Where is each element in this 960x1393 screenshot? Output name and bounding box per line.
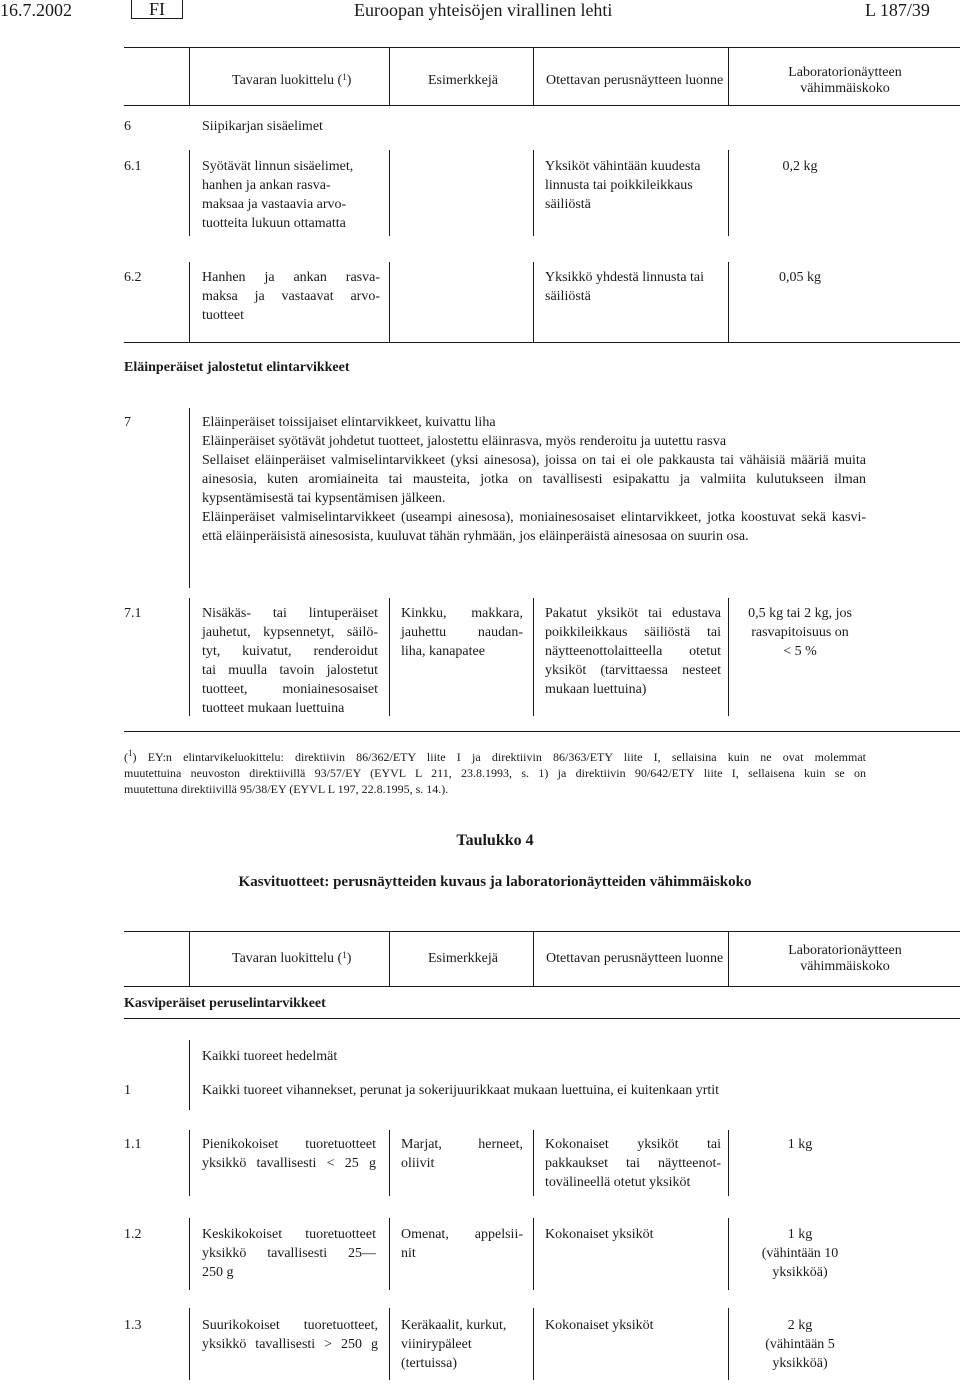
col-divider xyxy=(533,262,534,342)
col-divider xyxy=(728,1130,729,1196)
row-examples: Omenat, appelsii- nit xyxy=(401,1227,523,1261)
row-min-size: 0,5 kg tai 2 kg, jos rasvapitoisuus on < 5 % xyxy=(748,606,852,659)
col-divider xyxy=(728,47,729,106)
col-divider xyxy=(533,150,534,236)
row-examples: Marjat, herneet, oliivit xyxy=(401,1137,523,1171)
col-divider xyxy=(189,598,190,716)
col-divider xyxy=(189,47,190,106)
row-number: 6.1 xyxy=(124,159,142,174)
row-min-size: 0,05 kg xyxy=(779,270,821,285)
language-box: FI xyxy=(131,0,183,19)
row-description: Pienikokoiset tuoretuotteet yksikkö tavallisesti < 25 g xyxy=(202,1137,376,1171)
col-divider xyxy=(189,1218,190,1290)
col-header-classification: Tavaran luokittelu ($^1$) xyxy=(232,950,352,966)
table-top-rule xyxy=(124,931,960,932)
col-divider xyxy=(389,1130,390,1196)
col-divider xyxy=(189,931,190,987)
row-sample: Yksikkö yhdestä linnusta tai säiliöstä xyxy=(545,270,705,304)
row-description: Hanhen ja ankan rasva- maksa ja vastaavat arvo- tuotteet xyxy=(202,270,380,323)
row-number: 1 xyxy=(124,1083,131,1098)
header-bottom-rule xyxy=(124,986,960,987)
col-divider xyxy=(533,47,534,106)
row-description: Syötävät linnun sisäelimet, hanhen ja ankan rasva- maksaa ja vastaavia arvo- tuotteita lukuun ottamatta xyxy=(202,159,354,231)
col-divider xyxy=(533,1308,534,1380)
row-number: 1.2 xyxy=(124,1227,142,1242)
section-rule xyxy=(124,342,960,343)
col-header-sample-nature: Otettavan perusnäytteen luonne xyxy=(546,73,724,88)
row-min-size: 0,2 kg xyxy=(782,159,818,174)
col-divider xyxy=(728,598,729,716)
col-divider xyxy=(728,262,729,342)
row-description: Nisäkäs- tai lintuperäiset jauhetut, kypsennetyt, säilö- tyt, kuivatut, renderoidut tai muulla tavoin jalostetut tuotteet, moniainesosaiset tuotteet mukaan luettuina xyxy=(202,606,378,716)
table-subtitle: Kasvituotteet: perusnäytteiden kuvaus ja laboratorionäytteiden vähimmäiskoko xyxy=(238,874,752,890)
row-label: Siipikarjan sisäelimet xyxy=(202,119,323,134)
row-number: 6.2 xyxy=(124,270,142,285)
row-examples: Kinkku, makkara, jauhettu naudan- liha, kanapatee xyxy=(401,606,523,659)
col-divider xyxy=(533,931,534,987)
col-header-classification: Tavaran luokittelu ($^1$) xyxy=(232,72,352,88)
row-min-size: 1 kg xyxy=(787,1137,813,1152)
footnote-ref: 1 xyxy=(342,950,347,960)
row-description: Keskikokoiset tuoretuotteet yksikkö tavallisesti 25— 250 g xyxy=(202,1227,376,1280)
col-divider xyxy=(389,47,390,106)
row-number: 6 xyxy=(124,119,131,134)
row-number: 7.1 xyxy=(124,606,142,621)
page-number: L 187/39 xyxy=(865,0,930,20)
col-header-examples: Esimerkkejä xyxy=(428,951,498,966)
col-divider xyxy=(728,931,729,987)
col-divider xyxy=(389,262,390,342)
col-divider xyxy=(189,408,190,588)
row-sample: Pakatut yksiköt tai edustava poikkileikkaus säiliöstä tai näytteenottolaitteella otetut yksiköt (tarvittaessa nesteet mukaan luettuina) xyxy=(545,606,721,697)
col-header-lab-min: Laboratorionäytteen vähimmäiskoko xyxy=(788,943,902,974)
section-heading: Kasviperäiset peruselintarvikkeet xyxy=(124,996,326,1011)
journal-title: Euroopan yhteisöjen virallinen lehti xyxy=(354,0,613,20)
col-divider xyxy=(533,598,534,716)
row-number: 1.1 xyxy=(124,1137,142,1152)
row-examples: Keräkaalit, kurkut, viinirypäleet (tertuissa) xyxy=(401,1318,507,1371)
col-divider xyxy=(389,931,390,987)
row-sample: Kokonaiset yksiköt xyxy=(545,1227,654,1242)
table-bottom-rule xyxy=(124,731,960,732)
footnote: ($^1$) EY:n elintarvikeluokittelu: direktiivin 86/362/ETY liite I ja direktiivin 86/363/ETY liite I, sellaisina kuin ne ovat molemmat muutettuina neuvoston direktiivillä 93/57/EY (EYVL L 211, 23.8.1993, s. 1) ja direktiivin 90/642/ETY liite I, sellaisena kuin se on muutettuna direktiivillä 95/38/EY (EYVL L 197, 22.8.1995, s. 14.). xyxy=(124,748,866,796)
col-divider xyxy=(728,1308,729,1380)
col-header-lab-min: Laboratorionäytteen vähimmäiskoko xyxy=(788,65,902,96)
col-divider xyxy=(728,1218,729,1290)
footnote-marker: 1 xyxy=(128,748,133,758)
col-header-examples: Esimerkkejä xyxy=(428,73,498,88)
header-date: 16.7.2002 xyxy=(0,0,72,20)
col-header-sample-nature: Otettavan perusnäytteen luonne xyxy=(546,951,724,966)
row-sample: Yksiköt vähintään kuudesta linnusta tai poikkileikkaus säiliöstä xyxy=(545,159,701,212)
row-description: Suurikokoiset tuoretuotteet, yksikkö tavallisesti > 250 g xyxy=(202,1318,378,1352)
row-label: Kaikki tuoreet vihannekset, perunat ja sokerijuurikkaat mukaan luettuina, ei kuitenkaan yrtit xyxy=(202,1083,720,1098)
row-sample: Kokonaiset yksiköt xyxy=(545,1318,654,1333)
col-divider xyxy=(189,1040,190,1110)
section-rule xyxy=(124,1018,960,1019)
row-sample: Kokonaiset yksiköt tai pakkaukset tai näytteenot- tovälineellä otetut yksiköt xyxy=(545,1137,721,1190)
row-label: Kaikki tuoreet hedelmät xyxy=(202,1049,338,1064)
col-divider xyxy=(533,1130,534,1196)
col-divider xyxy=(189,262,190,342)
table-top-rule xyxy=(124,47,960,48)
row-min-size: 1 kg (vähintään 10 yksikköä) xyxy=(761,1227,839,1280)
row-min-size: 2 kg (vähintään 5 yksikköä) xyxy=(765,1318,835,1371)
row-number: 7 xyxy=(124,415,131,430)
col-divider xyxy=(189,1130,190,1196)
col-divider xyxy=(189,1308,190,1380)
col-divider xyxy=(389,1308,390,1380)
col-divider xyxy=(389,1218,390,1290)
col-divider xyxy=(728,150,729,236)
col-divider xyxy=(189,150,190,236)
col-divider xyxy=(389,150,390,236)
row-number: 1.3 xyxy=(124,1318,142,1333)
section-heading: Eläinperäiset jalostetut elintarvikkeet xyxy=(124,360,350,375)
row-text-block: Eläinperäiset toissijaiset elintarvikkeet, kuivattu liha Eläinperäiset syötävät johdetut tuotteet, jalostettu eläinrasva, myös renderoitu ja uutettu rasva Sellaiset eläinperäiset valmiselintarvikkeet (yksi ainesosa), joissa on tai ei ole pakkausta tai vähäisiä määriä muita ainesosia, kuten aromiaineita tai mausteita, jotka on tavallisesti esipakattu ja valmiita kulutukseen ilman kypsentämisestä tai kypsentämisen jälkeen. Eläinperäiset valmiselintarvikkeet (useampi ainesosa), moniainesosaiset elintarvikkeet, jotka koostuvat sekä kasvi- että eläinperäisistä ainesosista, kuuluvat tähän ryhmään, jos eläinperäistä ainesosaa on suurin osa. xyxy=(202,415,866,544)
table-title: Taulukko 4 xyxy=(456,832,534,849)
footnote-ref: 1 xyxy=(342,72,347,82)
header-bottom-rule xyxy=(124,105,960,106)
col-divider xyxy=(533,1218,534,1290)
col-divider xyxy=(389,598,390,716)
